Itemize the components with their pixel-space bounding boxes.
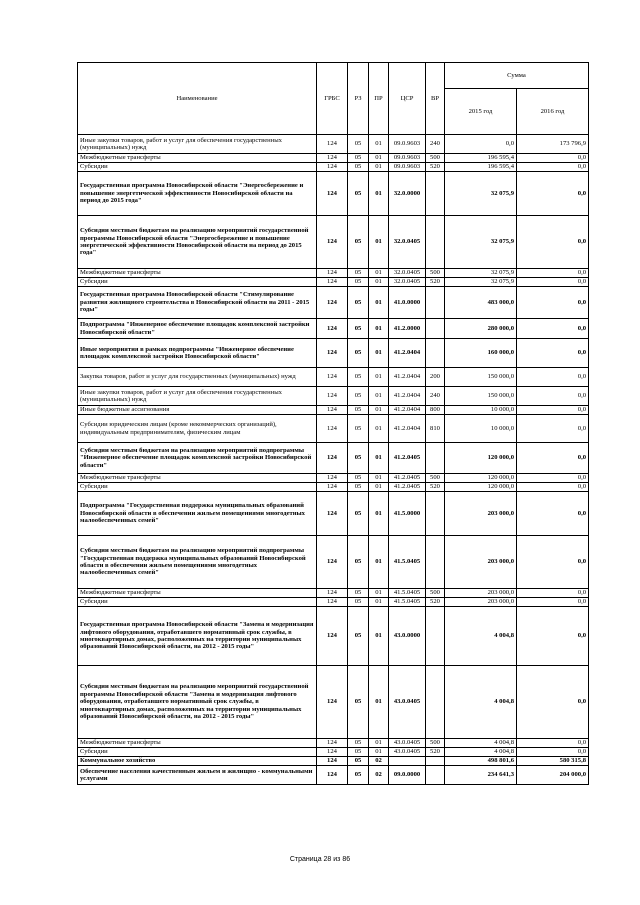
cell-vr	[426, 757, 445, 766]
cell-y2015: 10 000,0	[445, 415, 517, 443]
cell-y2015: 10 000,0	[445, 406, 517, 415]
table-row	[78, 757, 589, 766]
cell-y2016: 0,0	[517, 339, 589, 368]
cell-grbs: 124	[317, 666, 348, 739]
cell-y2015: 32 075,9	[445, 216, 517, 269]
cell-vr: 500	[426, 589, 445, 598]
cell-vr: 520	[426, 598, 445, 607]
cell-vr	[426, 339, 445, 368]
cell-rz: 05	[348, 154, 369, 163]
cell-rz: 05	[348, 598, 369, 607]
cell-grbs: 124	[317, 415, 348, 443]
cell-rz: 05	[348, 406, 369, 415]
cell-grbs: 124	[317, 443, 348, 474]
cell-grbs: 124	[317, 536, 348, 589]
cell-grbs: 124	[317, 287, 348, 319]
cell-pr: 01	[369, 589, 389, 598]
table-row	[78, 607, 589, 666]
cell-pr: 01	[369, 474, 389, 483]
cell-grbs: 124	[317, 154, 348, 163]
cell-grbs: 124	[317, 339, 348, 368]
table-row	[78, 766, 589, 785]
cell-pr: 01	[369, 536, 389, 589]
cell-name: Подпрограмма "Государственная поддержка муниципальных образований Новосибирской области в обеспечении жильем помещениями многодетных малообеспеченных семей"	[78, 492, 317, 536]
header-vr: ВР	[426, 63, 445, 135]
cell-name: Субсидии	[78, 163, 317, 172]
cell-rz: 05	[348, 287, 369, 319]
cell-y2015: 483 000,0	[445, 287, 517, 319]
table-body	[78, 135, 589, 785]
cell-vr: 500	[426, 154, 445, 163]
cell-y2016: 0,0	[517, 368, 589, 387]
cell-vr	[426, 607, 445, 666]
cell-csr: 41.2.0405	[389, 474, 426, 483]
cell-y2016: 0,0	[517, 163, 589, 172]
cell-csr: 41.2.0404	[389, 339, 426, 368]
header-year-2016: 2016 год	[517, 89, 589, 135]
cell-y2015: 4 004,8	[445, 748, 517, 757]
cell-rz: 05	[348, 536, 369, 589]
cell-pr: 01	[369, 319, 389, 339]
cell-rz: 05	[348, 269, 369, 278]
cell-pr: 01	[369, 406, 389, 415]
cell-pr: 01	[369, 739, 389, 748]
cell-y2015: 203 000,0	[445, 598, 517, 607]
cell-grbs: 124	[317, 766, 348, 785]
cell-name: Субсидии	[78, 748, 317, 757]
cell-csr: 09.0.9603	[389, 154, 426, 163]
table-header	[78, 63, 589, 135]
cell-csr: 32.0.0405	[389, 216, 426, 269]
cell-grbs: 124	[317, 589, 348, 598]
cell-csr: 09.0.0000	[389, 766, 426, 785]
cell-y2015: 4 004,8	[445, 666, 517, 739]
cell-vr: 810	[426, 415, 445, 443]
header-year-2015: 2015 год	[445, 89, 517, 135]
cell-vr	[426, 216, 445, 269]
table-row	[78, 172, 589, 216]
cell-y2015: 150 000,0	[445, 387, 517, 406]
cell-y2015: 32 075,9	[445, 278, 517, 287]
cell-rz: 05	[348, 278, 369, 287]
cell-csr: 09.0.9603	[389, 163, 426, 172]
cell-grbs: 124	[317, 607, 348, 666]
cell-grbs: 124	[317, 474, 348, 483]
table-row	[78, 319, 589, 339]
cell-y2015: 4 004,8	[445, 607, 517, 666]
cell-csr: 43.0.0000	[389, 607, 426, 666]
cell-grbs: 124	[317, 216, 348, 269]
cell-pr: 01	[369, 443, 389, 474]
cell-grbs: 124	[317, 598, 348, 607]
cell-vr: 200	[426, 368, 445, 387]
cell-pr: 01	[369, 666, 389, 739]
table-row	[78, 666, 589, 739]
cell-grbs: 124	[317, 757, 348, 766]
cell-pr: 01	[369, 368, 389, 387]
cell-grbs: 124	[317, 483, 348, 492]
cell-y2016: 0,0	[517, 278, 589, 287]
table-row	[78, 492, 589, 536]
cell-pr: 01	[369, 387, 389, 406]
header-grbs: ГРБС	[317, 63, 348, 135]
cell-name: Обеспечение населения качественным жильем и жилищно - коммунальными услугами	[78, 766, 317, 785]
cell-name: Субсидии местным бюджетам на реализацию мероприятий государственной программы Новосибирской области "Энергосбережение и повышение энергетической эффективности Новосибирской области на период до 2015 года"	[78, 216, 317, 269]
cell-rz: 05	[348, 757, 369, 766]
cell-y2016: 204 000,0	[517, 766, 589, 785]
cell-vr	[426, 443, 445, 474]
cell-vr	[426, 287, 445, 319]
cell-rz: 05	[348, 474, 369, 483]
cell-y2015: 120 000,0	[445, 474, 517, 483]
cell-name: Субсидии местным бюджетам на реализацию мероприятий подпрограммы "Инженерное обеспечение площадок комплексной застройки Новосибирской области"	[78, 443, 317, 474]
cell-pr: 01	[369, 598, 389, 607]
cell-name: Иные бюджетные ассигнования	[78, 406, 317, 415]
cell-pr: 01	[369, 172, 389, 216]
cell-y2015: 234 641,3	[445, 766, 517, 785]
table-row	[78, 589, 589, 598]
cell-csr: 32.0.0405	[389, 278, 426, 287]
cell-csr	[389, 757, 426, 766]
cell-name: Коммунальное хозяйство	[78, 757, 317, 766]
cell-csr: 41.5.0405	[389, 598, 426, 607]
cell-y2016: 0,0	[517, 536, 589, 589]
cell-name: Государственная программа Новосибирской области "Замена и модернизация лифтового оборудования, отработавшего нормативный срок службы, в многоквартирных домах, расположенных на территории муниципальных образований Новосибирской области, на 2012 - 2015 годы"	[78, 607, 317, 666]
cell-vr: 520	[426, 748, 445, 757]
cell-y2016: 0,0	[517, 269, 589, 278]
cell-vr: 240	[426, 387, 445, 406]
cell-vr	[426, 492, 445, 536]
cell-vr	[426, 666, 445, 739]
cell-rz: 05	[348, 135, 369, 154]
cell-pr: 01	[369, 287, 389, 319]
cell-pr: 01	[369, 278, 389, 287]
cell-rz: 05	[348, 443, 369, 474]
table-row	[78, 269, 589, 278]
cell-y2016: 173 796,9	[517, 135, 589, 154]
cell-rz: 05	[348, 589, 369, 598]
cell-pr: 01	[369, 269, 389, 278]
cell-y2016: 0,0	[517, 607, 589, 666]
cell-rz: 05	[348, 368, 369, 387]
cell-rz: 05	[348, 163, 369, 172]
table-row	[78, 748, 589, 757]
table-row	[78, 415, 589, 443]
cell-rz: 05	[348, 492, 369, 536]
cell-name: Подпрограмма "Инженерное обеспечение площадок комплексной застройки Новосибирской области"	[78, 319, 317, 339]
cell-pr: 02	[369, 757, 389, 766]
cell-name: Иные закупки товаров, работ и услуг для обеспечения государственных (муниципальных) нужд	[78, 387, 317, 406]
cell-y2016: 0,0	[517, 483, 589, 492]
cell-y2015: 280 000,0	[445, 319, 517, 339]
cell-csr: 43.0.0405	[389, 666, 426, 739]
table-row	[78, 387, 589, 406]
cell-rz: 05	[348, 387, 369, 406]
cell-vr	[426, 536, 445, 589]
cell-pr: 01	[369, 748, 389, 757]
cell-y2016: 0,0	[517, 739, 589, 748]
cell-name: Субсидии местным бюджетам на реализацию мероприятий государственной программы Новосибирской области "Замена и модернизация лифтового оборудования, отработавшего нормативный срок службы, в многоквартирных домах, расположенных на территории муниципальных образований Новосибирской области, на 2012 - 2015 годы"	[78, 666, 317, 739]
cell-rz: 05	[348, 739, 369, 748]
cell-name: Межбюджетные трансферты	[78, 589, 317, 598]
header-name: Наименование	[78, 63, 317, 135]
cell-grbs: 124	[317, 319, 348, 339]
page-number: Страница 28 из 86	[289, 856, 351, 863]
cell-name: Субсидии юридическим лицам (кроме некоммерческих организаций), индивидуальным предпринимателям, физическим лицам	[78, 415, 317, 443]
cell-csr: 41.2.0404	[389, 415, 426, 443]
cell-y2015: 203 000,0	[445, 589, 517, 598]
cell-grbs: 124	[317, 492, 348, 536]
cell-y2016: 0,0	[517, 387, 589, 406]
cell-csr: 32.0.0000	[389, 172, 426, 216]
cell-name: Субсидии местным бюджетам на реализацию мероприятий подпрограммы "Государственная поддержка муниципальных образований Новосибирской области в обеспечении жильем помещениями многодетных малообеспеченных семей"	[78, 536, 317, 589]
cell-pr: 01	[369, 216, 389, 269]
cell-csr: 41.2.0404	[389, 368, 426, 387]
cell-y2015: 150 000,0	[445, 368, 517, 387]
cell-vr	[426, 766, 445, 785]
cell-csr: 32.0.0405	[389, 269, 426, 278]
cell-rz: 05	[348, 172, 369, 216]
table-row	[78, 339, 589, 368]
cell-y2015: 196 595,4	[445, 163, 517, 172]
cell-name: Субсидии	[78, 598, 317, 607]
cell-rz: 05	[348, 666, 369, 739]
cell-csr: 41.2.0405	[389, 483, 426, 492]
cell-name: Государственная программа Новосибирской области "Энергосбережение и повышение энергетической эффективности Новосибирской области на период до 2015 года"	[78, 172, 317, 216]
cell-csr: 41.5.0000	[389, 492, 426, 536]
cell-pr: 02	[369, 766, 389, 785]
cell-csr: 41.5.0405	[389, 589, 426, 598]
cell-rz: 05	[348, 216, 369, 269]
table-row	[78, 598, 589, 607]
cell-y2015: 203 000,0	[445, 492, 517, 536]
cell-pr: 01	[369, 483, 389, 492]
cell-pr: 01	[369, 154, 389, 163]
cell-name: Межбюджетные трансферты	[78, 154, 317, 163]
cell-csr: 41.2.0404	[389, 387, 426, 406]
cell-rz: 05	[348, 607, 369, 666]
cell-pr: 01	[369, 339, 389, 368]
header-sum: Сумма	[445, 63, 589, 89]
cell-name: Государственная программа Новосибирской области "Стимулирование развития жилищного строительства в Новосибирской области на 2011 - 2015 годы"	[78, 287, 317, 319]
cell-y2016: 0,0	[517, 154, 589, 163]
cell-y2016: 0,0	[517, 748, 589, 757]
budget-table	[77, 62, 589, 785]
table-row	[78, 287, 589, 319]
cell-name: Межбюджетные трансферты	[78, 474, 317, 483]
cell-vr: 240	[426, 135, 445, 154]
cell-vr: 800	[426, 406, 445, 415]
cell-vr: 500	[426, 474, 445, 483]
cell-name: Иные мероприятия в рамках подпрограммы "Инженерное обеспечение площадок комплексной застройки Новосибирской области"	[78, 339, 317, 368]
cell-csr: 41.2.0404	[389, 406, 426, 415]
cell-grbs: 124	[317, 748, 348, 757]
cell-pr: 01	[369, 607, 389, 666]
cell-y2015: 160 000,0	[445, 339, 517, 368]
cell-name: Межбюджетные трансферты	[78, 269, 317, 278]
cell-y2015: 32 075,9	[445, 172, 517, 216]
cell-y2015: 120 000,0	[445, 443, 517, 474]
cell-vr: 500	[426, 269, 445, 278]
cell-vr	[426, 172, 445, 216]
cell-grbs: 124	[317, 406, 348, 415]
table-row	[78, 406, 589, 415]
cell-vr	[426, 319, 445, 339]
cell-y2015: 196 595,4	[445, 154, 517, 163]
cell-y2016: 0,0	[517, 406, 589, 415]
header-csr: ЦСР	[389, 63, 426, 135]
cell-vr: 520	[426, 483, 445, 492]
cell-csr: 41.2.0000	[389, 319, 426, 339]
cell-vr: 520	[426, 163, 445, 172]
cell-y2015: 4 004,8	[445, 739, 517, 748]
cell-grbs: 124	[317, 278, 348, 287]
cell-grbs: 124	[317, 135, 348, 154]
table-row	[78, 368, 589, 387]
table-row	[78, 474, 589, 483]
header-pr: ПР	[369, 63, 389, 135]
cell-grbs: 124	[317, 368, 348, 387]
cell-pr: 01	[369, 163, 389, 172]
cell-name: Закупка товаров, работ и услуг для государственных (муниципальных) нужд	[78, 368, 317, 387]
cell-rz: 05	[348, 339, 369, 368]
cell-rz: 05	[348, 415, 369, 443]
cell-y2016: 580 315,8	[517, 757, 589, 766]
cell-y2015: 203 000,0	[445, 536, 517, 589]
cell-y2016: 0,0	[517, 474, 589, 483]
cell-y2016: 0,0	[517, 443, 589, 474]
cell-y2016: 0,0	[517, 415, 589, 443]
cell-y2016: 0,0	[517, 589, 589, 598]
cell-rz: 05	[348, 748, 369, 757]
table-row	[78, 278, 589, 287]
cell-name: Иные закупки товаров, работ и услуг для обеспечения государственных (муниципальных) нужд	[78, 135, 317, 154]
cell-y2016: 0,0	[517, 666, 589, 739]
cell-pr: 01	[369, 135, 389, 154]
cell-grbs: 124	[317, 269, 348, 278]
cell-y2016: 0,0	[517, 216, 589, 269]
header-rz: РЗ	[348, 63, 369, 135]
cell-grbs: 124	[317, 163, 348, 172]
cell-y2016: 0,0	[517, 172, 589, 216]
table-row	[78, 154, 589, 163]
cell-y2016: 0,0	[517, 319, 589, 339]
cell-grbs: 124	[317, 387, 348, 406]
cell-y2015: 120 000,0	[445, 483, 517, 492]
cell-csr: 41.2.0405	[389, 443, 426, 474]
cell-csr: 41.0.0000	[389, 287, 426, 319]
table-row	[78, 216, 589, 269]
cell-rz: 05	[348, 766, 369, 785]
table-row	[78, 536, 589, 589]
cell-y2016: 0,0	[517, 598, 589, 607]
cell-pr: 01	[369, 415, 389, 443]
cell-y2015: 498 801,6	[445, 757, 517, 766]
table-row	[78, 135, 589, 154]
cell-csr: 09.0.9603	[389, 135, 426, 154]
table-row	[78, 443, 589, 474]
cell-y2016: 0,0	[517, 287, 589, 319]
cell-name: Межбюджетные трансферты	[78, 739, 317, 748]
table-row	[78, 739, 589, 748]
cell-grbs: 124	[317, 172, 348, 216]
cell-csr: 41.5.0405	[389, 536, 426, 589]
cell-csr: 43.0.0405	[389, 739, 426, 748]
cell-csr: 43.0.0405	[389, 748, 426, 757]
cell-grbs: 124	[317, 739, 348, 748]
table-row	[78, 483, 589, 492]
cell-rz: 05	[348, 319, 369, 339]
table-row	[78, 163, 589, 172]
cell-name: Субсидии	[78, 278, 317, 287]
cell-y2015: 32 075,9	[445, 269, 517, 278]
cell-y2016: 0,0	[517, 492, 589, 536]
cell-pr: 01	[369, 492, 389, 536]
cell-rz: 05	[348, 483, 369, 492]
cell-name: Субсидии	[78, 483, 317, 492]
cell-y2015: 0,0	[445, 135, 517, 154]
cell-vr: 520	[426, 278, 445, 287]
cell-vr: 500	[426, 739, 445, 748]
